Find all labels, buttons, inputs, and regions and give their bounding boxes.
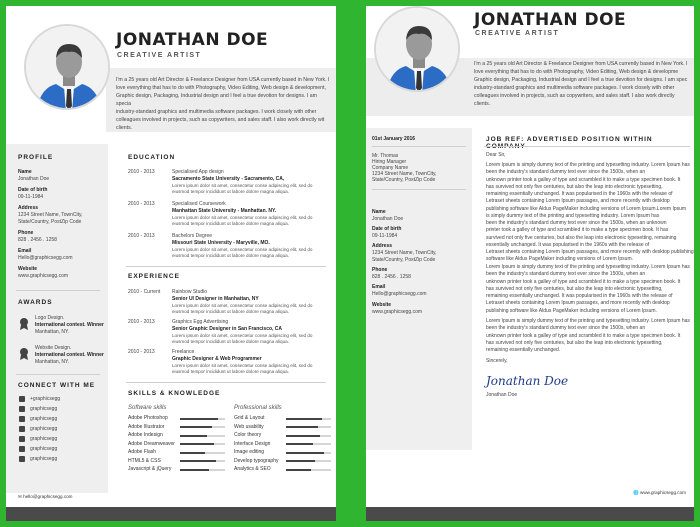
- desc-line: eiusmod tempor incididunt ut labore dolore magna aliqua.: [172, 189, 289, 195]
- skill-bar: [180, 426, 225, 428]
- signed-name: Jonathan Doe: [486, 392, 518, 398]
- facebook-icon[interactable]: [19, 416, 25, 422]
- phone-label: Phone: [372, 267, 388, 273]
- letter-line: unknown printer took a galley of type and scrambled it to make a type specimen book. It: [486, 278, 681, 285]
- avatar: [24, 24, 110, 110]
- skill-bar: [286, 443, 331, 445]
- skill-name: Grid & Layout: [234, 415, 265, 421]
- phone-label: Phone: [18, 230, 34, 236]
- award-line: Manhattan, NY.: [35, 359, 70, 365]
- letter-paragraph: [486, 162, 694, 264]
- skill-name: Web usability: [234, 423, 264, 430]
- exp-desc: [172, 363, 322, 375]
- recipient-line: 1234 Street Name, TownCity,: [372, 171, 437, 177]
- footer-website: 🌐 www.graphicsegg.com: [633, 490, 686, 495]
- avatar-icon: [376, 8, 460, 92]
- role-subtitle: CREATIVE ARTIST: [117, 52, 202, 59]
- exp-desc: [172, 303, 322, 315]
- skill-name: Color theory: [234, 432, 262, 438]
- signature: Jonathan Doe: [486, 374, 569, 388]
- avatar-icon: [26, 26, 110, 110]
- skill-bar-fill: [286, 469, 311, 471]
- closing: Sincerely,: [486, 358, 508, 364]
- dob-label: Date of birth: [18, 187, 48, 193]
- skill-name: Adobe Photoshop: [128, 415, 168, 421]
- intro-line: Graphic design, Packaging, Industrial design and I feel a true devotion for designs. I am specia: [116, 93, 317, 108]
- exp-years: 2010 - 2013: [128, 349, 155, 355]
- edu-school: Manhattan State University - Manhattan. NY.: [172, 208, 277, 214]
- intro-line: I'm a 25 years old Art Director & Freelance Designer from USA currently based in New York. I: [474, 61, 688, 67]
- edu-desc: [172, 247, 322, 259]
- letter-line: remaining essentially unchanged. It was popularised in the 1960s with the release of: [486, 191, 673, 197]
- name-heading: JONATHAN DOE: [116, 30, 269, 50]
- medal-icon: [19, 318, 29, 330]
- name-value: Jonathan Doe: [372, 216, 404, 222]
- skill-bar-fill: [286, 452, 324, 454]
- desc-line: eiusmod tempor incididunt ut labore dolore magna aliqua.: [172, 369, 289, 375]
- skill-name: Adobe Flash: [128, 449, 157, 455]
- letter-line: Lorem Ipsum is simply dummy text of the printing and typesetting industry. Lorem Ipsum has: [486, 264, 690, 270]
- skill-name: Adobe Illustrator: [128, 423, 165, 430]
- skill-name: Image editing: [234, 449, 265, 455]
- letter-line: Letraset sheets containing Lorem Ipsum passages, and more recently with desktop publishing: [486, 249, 694, 255]
- exp-company: Graphics Egg Advertising: [172, 319, 229, 325]
- skill-bar-fill: [180, 426, 212, 428]
- edu-desc: [172, 215, 322, 227]
- dob-value: 09-11-1984: [372, 233, 398, 239]
- address-label: Address: [18, 205, 39, 211]
- social-handle[interactable]: +graphicsegg: [30, 396, 61, 402]
- edu-years: 2010 - 2013: [128, 169, 155, 175]
- letter-line: Lorem Ipsum is simply dummy text of the printing and typesetting industry. Lorem Ipsum has: [486, 318, 690, 324]
- education-title: EDUCATION: [128, 154, 176, 161]
- desc-line: Lorem ipsum dolor sit amet, consectetur conse adipiscing elit, sed do: [172, 363, 313, 368]
- skill-bar: [180, 435, 225, 437]
- edu-school: Sacramento State University - Sacramento, CA,: [172, 176, 285, 182]
- divider: [372, 146, 466, 147]
- skill-bar-fill: [180, 418, 218, 420]
- skill-name: Interface Design: [234, 440, 271, 447]
- letter-line: remaining essentially unchanged.: [486, 347, 561, 353]
- intro-line: love everything that has to do with Photography, Video Editing, Web design & developme: [474, 69, 679, 76]
- dob-value: 09-11-1984: [18, 194, 44, 200]
- avatar: [374, 6, 460, 92]
- name-label: Name: [372, 209, 386, 215]
- skill-bar: [180, 452, 225, 454]
- twitter-icon[interactable]: [19, 406, 25, 412]
- letter-line: has survived not only five centuries, but also the leap into electronic typesetting,: [486, 285, 663, 292]
- skill-bar-fill: [180, 460, 216, 462]
- letter-paragraph: [486, 318, 694, 354]
- edu-years: 2010 - 2013: [128, 201, 155, 207]
- letter-line: printer took a galley of type and scrambled it to make a type specimen book. It has: [486, 227, 669, 234]
- letter-line: unknown printer took a galley of type and scrambled it to make a type specimen book. It: [486, 176, 681, 183]
- letter-line: publishing software like Aldus PageMaker including versions of Lorem Ipsum.Lorem Ipsum: [486, 205, 687, 212]
- name-label: Name: [18, 169, 32, 175]
- letter-line: Lorem Ipsum is simply dummy text of the printing and typesetting industry. Lorem Ipsum has: [486, 162, 690, 168]
- letter-line: Letraset sheets containing Lorem Ipsum passages, and more recently with desktop: [486, 198, 670, 205]
- letter-line: Letraset sheets containing Lorem Ipsum passages, and more recently with desktop: [486, 300, 670, 307]
- greeting: Dear Sir,: [486, 152, 506, 158]
- divider: [16, 290, 100, 291]
- skill-bar: [180, 469, 225, 471]
- social-handle[interactable]: graphicsegg: [30, 406, 58, 412]
- desc-line: Lorem ipsum dolor sit amet, consectetur conse adipiscing elit, sed do: [172, 215, 313, 220]
- exp-company: Freelance: [172, 349, 195, 355]
- awards-title: AWARDS: [18, 299, 53, 306]
- role-subtitle: CREATIVE ARTIST: [475, 30, 560, 37]
- divider: [126, 382, 326, 383]
- skill-name: Adobe Indesign: [128, 432, 163, 438]
- letter-paragraph: [486, 264, 694, 315]
- intro-text: [474, 60, 690, 108]
- intro-text: [116, 76, 332, 132]
- job-ref-title: JOB REF: ADVERTISED POSITION WITHIN: [486, 136, 653, 143]
- cover-letter-page: [366, 6, 694, 521]
- award-line: International contest. Winner: [35, 352, 104, 358]
- footer-bar: [6, 507, 336, 521]
- letter-line: unknown printer took a galley of type and scrambled it to make a type specimen book. It: [486, 332, 681, 339]
- social-handle[interactable]: graphicsegg: [30, 436, 58, 442]
- skill-bar: [286, 452, 331, 454]
- skill-bar-fill: [286, 443, 313, 445]
- skill-bar-fill: [286, 435, 320, 437]
- name-value: Jonathan Doe: [18, 176, 50, 182]
- skill-bar: [286, 435, 331, 437]
- address-line: 1234 Street Name, TownCity,: [18, 212, 83, 218]
- email-label: Email: [18, 248, 32, 254]
- skill-bar: [180, 460, 225, 462]
- edu-years: 2010 - 2013: [128, 233, 155, 239]
- skill-bar-fill: [180, 469, 209, 471]
- divider: [16, 374, 100, 375]
- software-skills-title: Software skills: [128, 405, 167, 411]
- skype-icon[interactable]: [19, 436, 25, 442]
- edu-desc: [172, 183, 322, 195]
- medal-icon: [19, 348, 29, 360]
- website-value[interactable]: www.graphicsegg.com: [372, 309, 423, 315]
- address-line: 1234 Street Name, TownCity,: [372, 250, 437, 256]
- skill-bar-fill: [286, 426, 318, 428]
- phone-value: 828 . 2456 . 1258: [18, 237, 57, 243]
- desc-line: eiusmod tempor incididunt ut labore dolore magna aliqua.: [172, 309, 289, 315]
- social-handle[interactable]: graphicsegg: [30, 426, 58, 432]
- letter-line: survived not only five centuries, but also the leap into electronic typesetting, remaining: [486, 234, 677, 241]
- exp-role: Graphic Designer & Web Programmer: [172, 356, 262, 362]
- website-value[interactable]: www.graphicsegg.com: [18, 273, 69, 279]
- linkedin-icon[interactable]: [19, 426, 25, 432]
- recipient-line: Mr. Thomas: [372, 153, 399, 159]
- social-handle[interactable]: graphicsegg: [30, 446, 58, 452]
- intro-line: Graphic design, Packaging, Industrial design and I feel a true devotion for designs. I am spec: [474, 77, 688, 84]
- website-label: Website: [18, 266, 38, 272]
- exp-company: Rainbow Studio: [172, 289, 208, 295]
- skill-name: Analytics & SEO: [234, 466, 271, 472]
- desc-line: Lorem ipsum dolor sit amet, consectetur conse adipiscing elit, sed do: [172, 183, 313, 188]
- letter-line: remaining essentially unchanged. It was popularised in the 1960s with the release of: [486, 293, 673, 299]
- experience-title: EXPERIENCE: [128, 273, 180, 280]
- skill-bar: [180, 418, 225, 420]
- desc-line: Lorem ipsum dolor sit amet, consectetur conse adipiscing elit, sed do: [172, 333, 313, 338]
- divider: [372, 189, 466, 190]
- skill-bar: [286, 418, 331, 420]
- desc-line: Lorem ipsum dolor sit amet, consectetur conse adipiscing elit, sed do: [172, 247, 313, 252]
- skill-bar: [180, 443, 225, 445]
- desc-line: eiusmod tempor incididunt ut labore dolore magna aliqua.: [172, 221, 289, 227]
- letter-line: essentially unchanged. It was popularised in the 1960s with the release of: [486, 241, 650, 248]
- exp-role: Senior UI Designer in Manhattan, NY: [172, 296, 259, 302]
- skill-name: Develop typography: [234, 457, 279, 464]
- award-line: Website Design.: [35, 345, 72, 351]
- divider: [126, 266, 326, 267]
- exp-role: Senior Graphic Designer in San Francisco, CA: [172, 326, 283, 332]
- footer-email-text[interactable]: hello@graphicsegg.com: [23, 494, 73, 499]
- website-label: Website: [372, 302, 392, 308]
- skill-bar-fill: [286, 460, 315, 462]
- intro-line: colleagues involved in projects, such as copywriters, and sales staff. I also work directly: [474, 93, 675, 100]
- skill-bar: [286, 460, 331, 462]
- intro-line: industry-standard graphics and multimedia software packages. I work closely with other: [116, 109, 317, 116]
- letter-line: been the industry's standard dummy text ever since the 1500s, when an: [486, 325, 646, 332]
- edu-title: Bachelors Degree: [172, 233, 213, 239]
- connect-title: CONNECT WITH ME: [18, 382, 96, 389]
- skill-bar-fill: [286, 418, 322, 420]
- address-label: Address: [372, 243, 393, 249]
- google-plus-icon[interactable]: [19, 396, 25, 402]
- letter-line: publishing software like Aldus PageMaker including versions of Lorem Ipsum.: [486, 307, 657, 314]
- letter-line: been the industry's standard dummy text ever since the 1500s, when an unknown: [486, 220, 667, 226]
- skill-bar-fill: [180, 452, 205, 454]
- email-label: Email: [372, 284, 386, 290]
- edu-title: Specialised Coursework: [172, 201, 226, 207]
- youtube-icon[interactable]: [19, 446, 25, 452]
- award-line: Logo Design.: [35, 315, 65, 321]
- footer-email: ✉ hello@graphicsegg.com: [18, 494, 73, 499]
- profile-title: PROFILE: [18, 154, 54, 161]
- intro-line: I'm a 25 years old Art Director & Freelance Designer from USA currently based in New York. I: [116, 77, 330, 83]
- desc-line: eiusmod tempor incididunt ut labore dolore magna aliqua.: [172, 339, 289, 345]
- social-handle[interactable]: graphicsegg: [30, 416, 58, 422]
- desc-line: Lorem ipsum dolor sit amet, consectetur conse adipiscing elit, sed do: [172, 303, 313, 308]
- exp-years: 2010 - Current: [128, 289, 161, 295]
- footer-bar: [366, 507, 694, 521]
- intro-line: love everything that has to do with Photography, Video Editing, Web design & development,: [116, 85, 326, 92]
- recipient-line: State/Country, PostZip Code: [372, 177, 436, 183]
- recipient-line: Company Name: [372, 165, 409, 171]
- award-line: Manhattan, NY.: [35, 329, 70, 335]
- dob-label: Date of birth: [372, 226, 402, 232]
- letter-date: 01st January 2016: [372, 136, 416, 142]
- footer-website-text[interactable]: www.graphicsegg.com: [640, 490, 686, 495]
- intro-line: clients.: [474, 101, 491, 108]
- address-line: State/Country, PostZip Code: [372, 257, 436, 263]
- exp-desc: [172, 333, 322, 345]
- divider: [484, 146, 690, 147]
- letter-line: has survived not only five centuries, but also the leap into electronic typesetting,: [486, 183, 663, 190]
- skill-name: HTML5 & CSS: [128, 457, 161, 464]
- phone-value: 828 . 2456 . 1258: [372, 274, 411, 280]
- social-handle[interactable]: graphicsegg: [30, 456, 58, 462]
- intro-line: colleagues involved in projects, such as copywriters, and sales staff. I also work directly wit: [116, 117, 325, 124]
- skill-name: Adobe Dreamweaver: [128, 440, 175, 447]
- award-line: International contest. Winner: [35, 322, 104, 328]
- exp-years: 2010 - 2013: [128, 319, 155, 325]
- resume-page: [6, 6, 336, 521]
- skills-title: SKILLS & KNOWLEDGE: [128, 390, 221, 397]
- skill-name: Javascript & jQuery: [128, 466, 172, 472]
- letter-line: been the industry's standard dummy text ever since the 1500s, when an: [486, 271, 646, 278]
- letter-line: has survived not only five centuries, but also the leap into electronic typesetting,: [486, 339, 663, 346]
- skill-bar: [286, 426, 331, 428]
- skill-bar-fill: [180, 443, 214, 445]
- address-line: State/Country, PostZip Code: [18, 219, 82, 225]
- recipient-line: Hiring Manager: [372, 159, 407, 165]
- dribbble-icon[interactable]: [19, 456, 25, 462]
- skill-bar: [286, 469, 331, 471]
- professional-skills-title: Professional skills: [234, 405, 282, 411]
- email-value[interactable]: Hello@graphicsegg.com: [18, 255, 73, 261]
- email-value[interactable]: Hello@graphicsegg.com: [372, 291, 427, 297]
- edu-title: Specialised App design: [172, 169, 224, 175]
- intro-line: clients.: [116, 125, 133, 132]
- desc-line: eiusmod tempor incididunt ut labore dolore magna aliqua.: [172, 253, 289, 259]
- letter-line: software like Aldus PageMaker including versions of Lorem Ipsum.: [486, 256, 634, 263]
- intro-line: industry-standard graphics and multimedia software packages. I work closely with other: [474, 85, 675, 92]
- edu-school: Missouri State University - Maryville, MO.: [172, 240, 270, 246]
- letter-line: been the industry's standard dummy text ever since the 1500s, when an: [486, 169, 646, 176]
- letter-line: is simply dummy text of the printing and typesetting industry. Lorem Ipsum has: [486, 212, 660, 219]
- name-heading: JONATHAN DOE: [474, 10, 627, 30]
- skill-bar-fill: [180, 435, 207, 437]
